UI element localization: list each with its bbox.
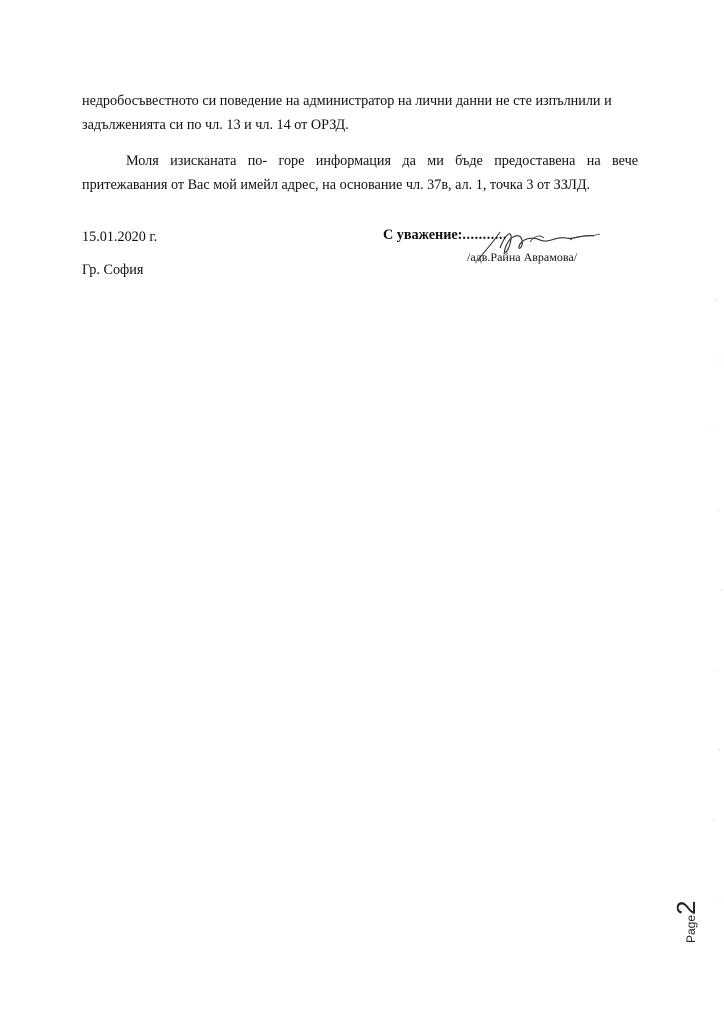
- signature-dots: ...........: [462, 227, 507, 243]
- paragraph-obligations: [82, 89, 642, 137]
- document-city: Гр. София: [82, 262, 144, 278]
- paragraph-request: [82, 149, 638, 197]
- paragraph-line: притежавания от Вас мой имейл адрес, на основание чл. 37в, ал. 1, точка 3 от ЗЗЛД.: [82, 177, 591, 193]
- document-date: 15.01.2020 г.: [82, 229, 158, 245]
- paragraph-line: задълженията си по чл. 13 и чл. 14 от ОРЗД.: [82, 117, 349, 133]
- paragraph-line: Моля изисканата по- горе информация да ми бъде предоставена на вече: [126, 153, 638, 169]
- scan-speckles: [694, 280, 724, 980]
- signer-name: /адв.Райна Аврамова/: [467, 250, 578, 264]
- page-number: 2: [671, 900, 701, 915]
- closing-label: С уважение:: [383, 227, 463, 243]
- page-word: Page: [684, 914, 698, 943]
- paragraph-line: недробосъвестното си поведение на администратор на лични данни не сте изпълнили и: [82, 93, 612, 109]
